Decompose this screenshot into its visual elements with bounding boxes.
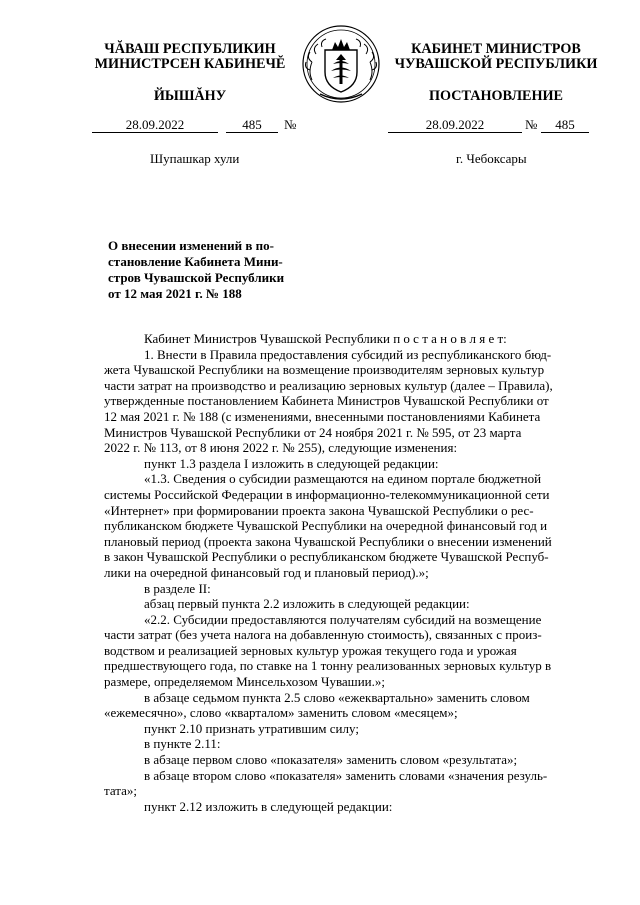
body-line: жета Чувашской Республики на возмещение производителям зерновых культур: [104, 362, 545, 378]
title-line: становление Кабинета Мини-: [108, 254, 283, 269]
body-line: тата»;: [104, 783, 137, 799]
title-line: от 12 мая 2021 г. № 188: [108, 286, 242, 301]
body-line: 1. Внести в Правила предоставления субсидий из республиканского бюд-: [144, 346, 552, 362]
header-right-doc-kind: ПОСТАНОВЛЕНИЕ: [428, 88, 564, 104]
title-line: стров Чувашской Республики: [108, 270, 285, 285]
right-city: г. Чебоксары: [456, 151, 527, 166]
right-number-sign: №: [525, 117, 538, 132]
body-line: пункт 2.12 изложить в следующей редакции:: [144, 798, 393, 814]
body-line: размере, определяемом Минсельхозом Чувашии.»;: [104, 674, 385, 690]
document-body: [104, 331, 596, 814]
body-line: «ежемесячно», слово «кварталом» заменить словом «месяцем»;: [104, 705, 458, 721]
document-title: [108, 238, 308, 302]
body-line: Кабинет Министров Чувашской Республики п о с т а н о в л я е т:: [144, 331, 507, 346]
right-date-field: 28.09.2022: [388, 118, 522, 133]
body-line: «1.3. Сведения о субсидии размещаются на едином портале бюджетной: [144, 471, 542, 487]
body-line: плановый период (проекта закона Чувашской Республики о внесении изменений: [104, 533, 552, 549]
left-number-field: 485: [226, 118, 278, 133]
header-right-line2: ЧУВАШСКОЙ РЕСПУБЛИКИ: [394, 56, 598, 72]
body-line: в закон Чувашской Республики о республиканском бюджете Чувашской Респуб-: [104, 549, 549, 565]
body-line: 2022 г. № 113, от 8 июня 2022 г. № 255), следующие изменения:: [104, 440, 458, 456]
header-right-block: [388, 42, 604, 72]
body-line: пункт 1.3 раздела I изложить в следующей редакции:: [144, 455, 439, 471]
body-line: системы Российской Федерации в информационно-телекоммуникационной сети: [104, 486, 550, 502]
header-left-line2: МИНИСТРСЕН КАБИНЕЧĔ: [94, 56, 286, 72]
body-line: Министров Чувашской Республики от 24 ноября 2021 г. № 595, от 23 марта: [104, 424, 522, 440]
body-line: «2.2. Субсидии предоставляются получателям субсидий на возмещение: [144, 611, 542, 627]
body-line: в разделе II:: [144, 580, 211, 596]
left-date-field: 28.09.2022: [92, 118, 218, 133]
body-line: «Интернет» при формировании проекта закона Чувашской Республики о рес-: [104, 502, 534, 518]
body-line: части затрат на производство и реализацию зерновых культур (далее – Правила),: [104, 377, 553, 393]
body-line: части затрат (без учета налога на добавленную стоимость), связанных с произ-: [104, 627, 542, 643]
body-line: пункт 2.10 признать утратившим силу;: [144, 720, 359, 736]
body-line: утвержденные постановлением Кабинета Министров Чувашской Республики от: [104, 393, 549, 409]
body-line: лики на очередной финансовый год и плановый период).»;: [104, 564, 429, 580]
right-number-field: 485: [541, 118, 589, 133]
body-line: в абзаце первом слово «показателя» заменить словом «результата»;: [144, 752, 518, 768]
body-line: в абзаце седьмом пункта 2.5 слово «ежеквартально» заменить словом: [144, 689, 530, 705]
header-left-block: [82, 42, 298, 72]
body-line: в пункте 2.11:: [144, 736, 221, 752]
emblem-icon: [298, 20, 384, 108]
header-left-line1: ЧĂВАШ РЕСПУБЛИКИН: [104, 41, 276, 57]
body-line: предшествующего года, по ставке на 1 тонну реализованных зерновых культур в: [104, 658, 552, 674]
header-right-line1: КАБИНЕТ МИНИСТРОВ: [411, 41, 581, 57]
header-left-doc-kind: ЙЫШĂНУ: [153, 88, 227, 104]
body-line: абзац первый пункта 2.2 изложить в следующей редакции:: [144, 596, 470, 612]
left-number-sign: №: [284, 117, 297, 132]
body-line: публиканском бюджете Чувашской Республики на очередной финансовый год и: [104, 518, 548, 534]
body-line: водством и реализацией зерновых культур урожая текущего года и урожая: [104, 642, 517, 658]
body-line: в абзаце втором слово «показателя» заменить словами «значения резуль-: [144, 767, 548, 783]
left-city: Шупашкар хули: [150, 151, 240, 166]
body-line: 12 мая 2021 г. № 188 (с изменениями, внесенными постановлениями Кабинета: [104, 408, 541, 424]
title-line: О внесении изменений в по-: [108, 238, 274, 253]
